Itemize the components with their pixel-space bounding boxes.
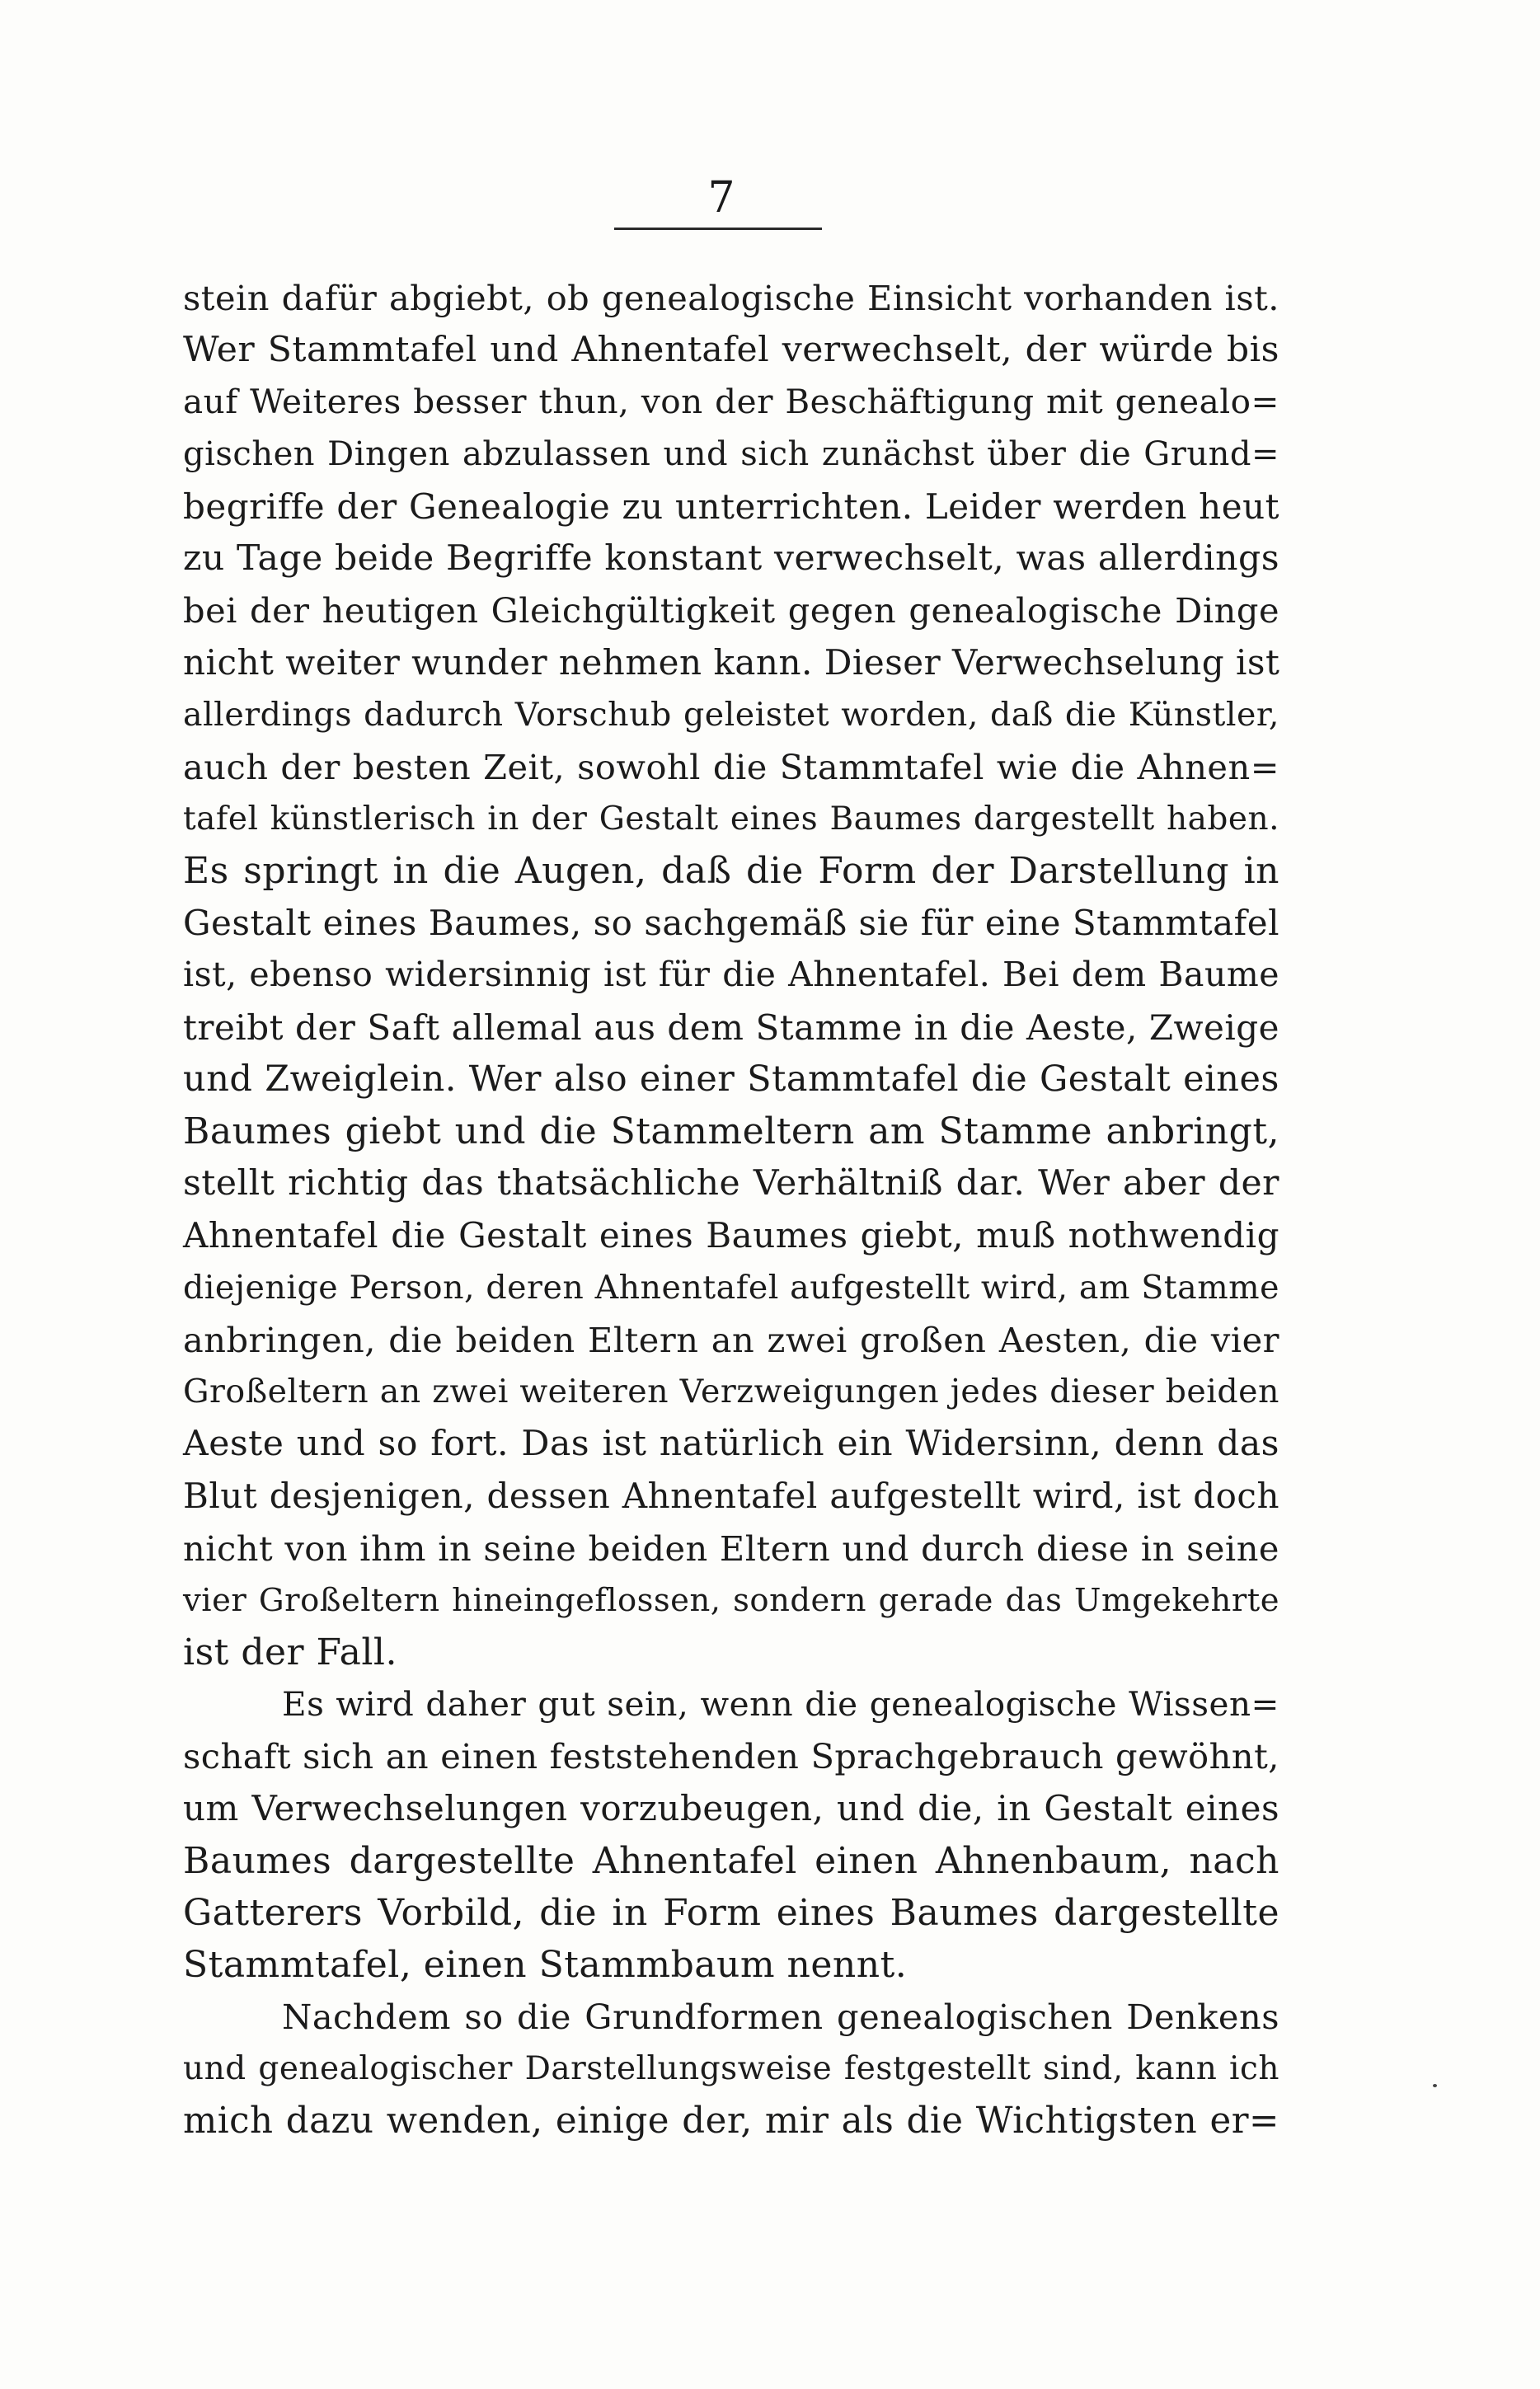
text-line: vier Großeltern hineingeflossen, sondern gerade das Umgekehrte	[183, 1581, 1279, 1619]
header-rule	[614, 228, 822, 230]
text-line: diejenige Person, deren Ahnentafel aufgestellt wird, am Stamme	[183, 1268, 1279, 1307]
text-line: auf Weiteres besser thun, von der Beschäftigung mit genealo=	[183, 382, 1279, 422]
text-line: treibt der Saft allemal aus dem Stamme in die Aeste, Zweige	[183, 1007, 1279, 1048]
text-line: und Zweiglein. Wer also einer Stammtafel die Gestalt eines	[183, 1058, 1279, 1100]
page-number: 7	[707, 173, 735, 223]
text-line: begriffe der Genealogie zu unterrichten. Leider werden heut	[183, 486, 1279, 527]
paragraph	[183, 272, 1279, 1678]
paragraph	[183, 1991, 1279, 2147]
text-line: Stammtafel, einen Stammbaum nennt.	[183, 1944, 908, 1986]
text-line: Baumes dargestellte Ahnentafel einen Ahnenbaum, nach	[183, 1839, 1279, 1882]
text-line: Es wird daher gut sein, wenn die genealogische Wissen=	[282, 1684, 1279, 1725]
text-line: auch der besten Zeit, sowohl die Stammtafel wie die Ahnen=	[183, 746, 1279, 787]
text-line: Blut desjenigen, dessen Ahnentafel aufgestellt wird, ist doch	[183, 1476, 1279, 1517]
text-line: Nachdem so die Grundformen genealogischen Denkens	[282, 1997, 1279, 2038]
text-line: Wer Stammtafel und Ahnentafel verwechselt, der würde bis	[183, 330, 1279, 371]
text-line: nicht weiter wunder nehmen kann. Dieser Verwechselung ist	[183, 642, 1280, 683]
text-line: Großeltern an zwei weiteren Verzweigungen jedes dieser beiden	[183, 1372, 1279, 1410]
text-line: stein dafür abgiebt, ob genealogische Einsicht vorhanden ist.	[183, 278, 1279, 318]
text-line: ist, ebenso widersinnig ist für die Ahnentafel. Bei dem Baume	[183, 955, 1279, 995]
text-line: gischen Dingen abzulassen und sich zunächst über die Grund=	[183, 434, 1279, 473]
text-line: Gestalt eines Baumes, so sachgemäß sie für eine Stammtafel	[183, 903, 1279, 944]
text-line: Gatterers Vorbild, die in Form eines Baumes dargestellte	[183, 1891, 1279, 1934]
text-line: ist der Fall.	[183, 1631, 397, 1673]
text-line: stellt richtig das thatsächliche Verhältniß dar. Wer aber der	[183, 1163, 1279, 1204]
text-line: Es springt in die Augen, daß die Form der Darstellung in	[183, 850, 1279, 893]
text-line: schaft sich an einen feststehenden Sprachgebrauch gewöhnt,	[183, 1736, 1279, 1777]
text-line: Ahnentafel die Gestalt eines Baumes giebt, muß nothwendig	[183, 1215, 1279, 1256]
text-line: allerdings dadurch Vorschub geleistet worden, daß die Künstler,	[183, 695, 1279, 734]
text-line: bei der heutigen Gleichgültigkeit gegen genealogische Dinge	[183, 590, 1279, 631]
paper-speck	[1433, 2084, 1437, 2087]
paragraph	[183, 1678, 1279, 1991]
text-line: nicht von ihm in seine beiden Eltern und durch diese in seine	[183, 1528, 1279, 1569]
text-line: Aeste und so fort. Das ist natürlich ein Widersinn, denn das	[183, 1424, 1279, 1465]
text-line: anbringen, die beiden Eltern an zwei großen Aesten, die vier	[183, 1319, 1279, 1360]
text-line: Baumes giebt und die Stammeltern am Stamme anbringt,	[183, 1110, 1279, 1152]
text-line: um Verwechselungen vorzubeugen, und die, in Gestalt eines	[183, 1788, 1279, 1829]
text-line: zu Tage beide Begriffe konstant verwechselt, was allerdings	[183, 537, 1279, 579]
body-text	[183, 272, 1279, 2147]
text-line: mich dazu wenden, einige der, mir als die Wichtigsten er=	[183, 2100, 1279, 2142]
text-line: und genealogischer Darstellungsweise festgestellt sind, kann ich	[183, 2050, 1279, 2088]
text-line: tafel künstlerisch in der Gestalt eines Baumes dargestellt haben.	[183, 800, 1279, 838]
